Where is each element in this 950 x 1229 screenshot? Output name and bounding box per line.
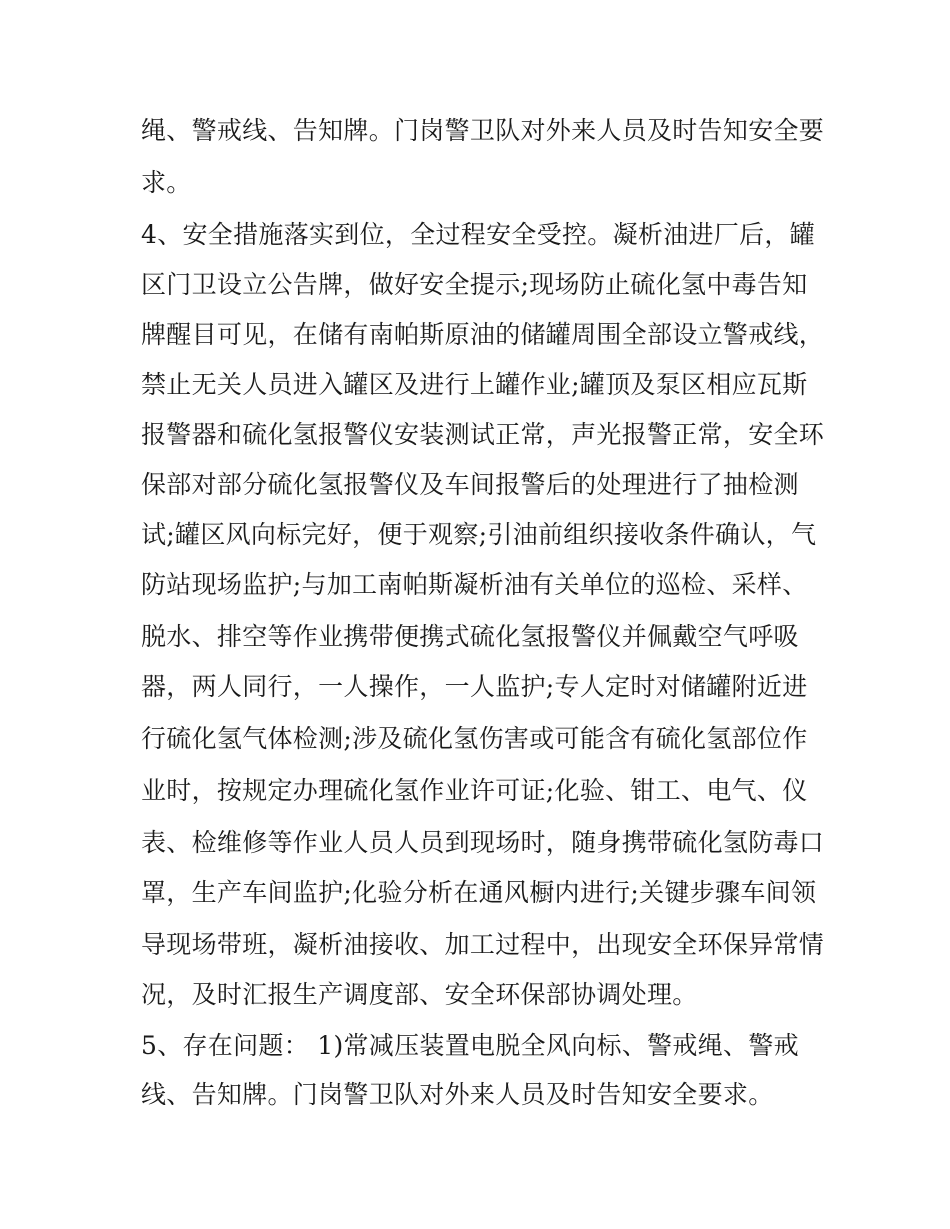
text-line: 区门卫设立公告牌，做好安全提示;现场防止硫化氢中毒告知 xyxy=(141,270,808,299)
text-line: 脱水、排空等作业携带便携式硫化氢报警仪并佩戴空气呼吸 xyxy=(141,622,799,651)
text-line: 求。 xyxy=(141,168,192,197)
text-line: 4、安全措施落实到位，全过程安全受控。凝析油进厂后，罐 xyxy=(141,220,816,249)
text-line: 试;罐区风向标完好，便于观察;引油前组织接收条件确认，气 xyxy=(141,520,817,549)
text-line: 罩，生产车间监护;化验分析在通风橱内进行;关键步骤车间领 xyxy=(141,878,817,907)
text-line: 况，及时汇报生产调度部、安全环保部协调处理。 xyxy=(141,980,698,1009)
text-line: 导现场带班，凝析油接收、加工过程中，出现安全环保异常情 xyxy=(141,930,825,959)
text-line: 报警器和硫化氢报警仪安装测试正常，声光报警正常，安全环 xyxy=(141,420,825,449)
text-line: 保部对部分硫化氢报警仪及车间报警后的处理进行了抽检测 xyxy=(141,470,799,499)
text-line: 防站现场监护;与加工南帕斯凝析油有关单位的巡检、采样、 xyxy=(141,570,808,599)
text-line: 表、检维修等作业人员人员到现场时，随身携带硫化氢防毒口 xyxy=(141,828,825,857)
text-line: 5、存在问题： 1)常减压装置电脱全风向标、警戒绳、警戒 xyxy=(141,1031,799,1060)
text-line: 器，两人同行，一人操作，一人监护;专人定时对储罐附近进 xyxy=(141,672,808,701)
text-line: 绳、警戒线、告知牌。门岗警卫队对外来人员及时告知安全要 xyxy=(141,116,825,145)
text-line: 线、告知牌。门岗警卫队对外来人员及时告知安全要求。 xyxy=(141,1080,774,1109)
text-line: 行硫化氢气体检测;涉及硫化氢伤害或可能含有硫化氢部位作 xyxy=(141,724,808,753)
text-line: 禁止无关人员进入罐区及进行上罐作业;罐顶及泵区相应瓦斯 xyxy=(141,370,808,399)
text-line: 业时，按规定办理硫化氢作业许可证;化验、钳工、电气、仪 xyxy=(141,776,808,805)
text-line: 牌醒目可见，在储有南帕斯原油的储罐周围全部设立警戒线， xyxy=(141,320,825,349)
